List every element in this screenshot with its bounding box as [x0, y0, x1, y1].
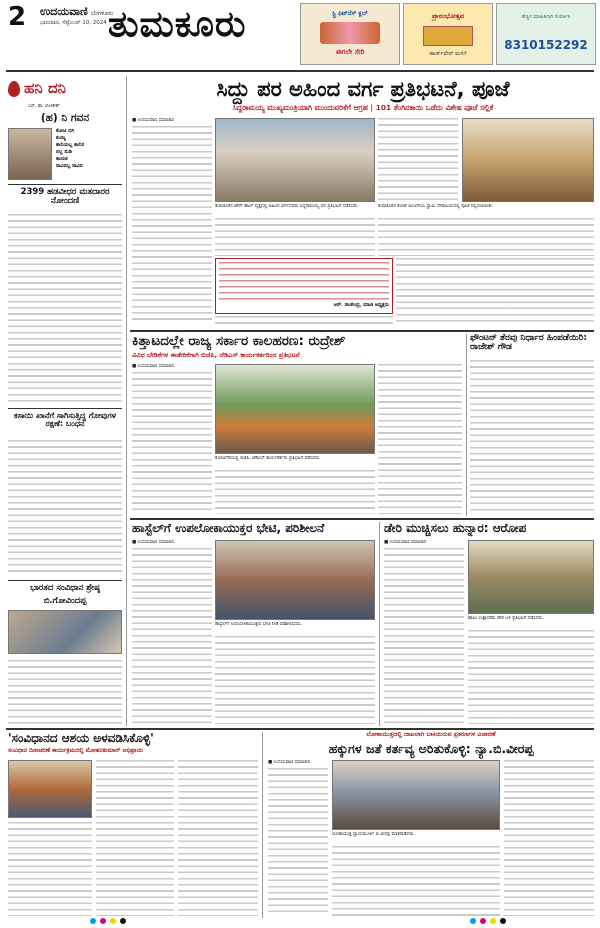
story5-body-col1 — [384, 548, 464, 724]
sidebar-story2-title: ಕಸಾಯಿ ಖಾನೆಗೆ ಸಾಗಿಸುತ್ತಿದ್ದ ಗೋವುಗಳ ರಕ್ಷಣೆ: ಬಂಧನ — [14, 411, 116, 429]
story5-headline: ಡೇರಿ ಮುಚ್ಚಿಸಲು ಹುನ್ನಾರ: ಆರೋಪ — [384, 521, 527, 535]
ad-contact-line1: ಹೆಚ್ಚಿನ ಮಾಹಿತಿಗಾಗಿ ಸಂಪರ್ಕಿಸಿ — [521, 14, 571, 20]
registration-dot-cyan — [470, 918, 476, 924]
paper-title: ಉದಯವಾಣಿ — [40, 5, 88, 18]
sidebar-author: ಎಸ್. ಡಾ. ಲೋಕೇಶ್ — [28, 104, 60, 109]
lead-body-col5 — [396, 258, 594, 324]
section-rule — [130, 330, 594, 332]
story7-headline: ಹಕ್ಕುಗಳ ಜತೆ ಕರ್ತವ್ಯ ಅರಿತುಕೊಳ್ಳಿ: ನ್ಯಾ.ಬಿ.ವೀರಪ್ಪ — [328, 741, 534, 756]
story3-body — [470, 360, 594, 514]
ad-fitness-line2: ಈಗಲೇ ಸೇರಿ — [335, 48, 365, 56]
story2-headline: ಕಿತ್ತಾಟದಲ್ಲೇ ರಾಜ್ಯ ಸರ್ಕಾರ ಕಾಲಹರಣ: ರುದ್ರೇಶ್ — [132, 333, 346, 349]
poem-line: ಕುಯ್ಯಿ — [56, 135, 66, 141]
poem-line: ನಾವಿನಲ್ಲ ನಾವಿನ — [56, 163, 83, 169]
lead-caption-1: ತುಮಕೂರಿನ ಟೌನ್ ಹಾಲ್ ವೃತ್ತದಲ್ಲಿ ಅಹಿಂದ ವರ್ಗದವರು ಸಿದ್ದರಾಮಯ್ಯ ಪರ ಪ್ರತಿಭಟನೆ ನಡೆಸಿದರು. — [215, 204, 360, 209]
story7-photo — [332, 760, 500, 830]
story4-photo — [215, 540, 375, 620]
lead-body-col6 — [215, 316, 393, 326]
column-divider — [262, 732, 263, 918]
sidebar-story3-photo — [8, 610, 122, 654]
lead-quote-box — [215, 258, 393, 314]
section-rule — [6, 728, 594, 730]
story6-body-col1 — [96, 760, 174, 916]
registration-dot-black — [500, 918, 506, 924]
lead-headline: ಸಿದ್ದು ಪರ ಅಹಿಂದ ವರ್ಗ ಪ್ರತಿಭಟನೆ, ಪೂಜೆ — [216, 77, 510, 101]
story4-caption: ಹಾಸ್ಟೆಲ್‌ಗೆ ಉಪಲೋಕಾಯುಕ್ತರು ಭೇಟಿ ನೀಡಿ ಪರಿಶೀಲಿಸಿದರು. — [215, 622, 303, 627]
lead-caption-2: ತುಮಕೂರಿನ ಕೋಟೆ ಆಂಜನೇಯ ಸ್ವಾಮಿ ದೇವಾಲಯದಲ್ಲಿ ಪೂಜೆ ಸಲ್ಲಿಸಲಾಯಿತು. — [378, 204, 494, 209]
sidebar-story1-title: 2399 ಹಡವೀಧರ ಮತದಾರರ ನೋಂದಣಿ — [20, 187, 110, 206]
story6-body-col3 — [178, 760, 258, 916]
sidebar-story3-body — [8, 660, 122, 724]
story7-caption: ಲೋಕಾಯುಕ್ತ ನ್ಯಾಯಮೂರ್ತಿ ಬಿ.ವೀರಪ್ಪ ಮಾತನಾಡಿದರು. — [332, 832, 415, 837]
city-title: ತುಮಕೂರು — [108, 4, 247, 45]
story3-headline: ಫೌಂಟನ್ ತೆರವು ನಿರ್ಧಾರ ಹಿಂಪಡೆಯಿರಿ: ರಾಜೇಶ್ ಗೌಡ — [470, 333, 587, 353]
story6-body-col2 — [8, 822, 92, 916]
story5-caption: ಹಾಲು ಉತ್ಪಾದಕರು ಡೇರಿ ಬಳಿ ಪ್ರತಿಭಟನೆ ನಡೆಸಿದರು. — [468, 616, 544, 621]
story7-body-col2 — [332, 846, 500, 916]
dateline: ಭಾನುವಾರ, ಸೆಪ್ಟೆಂಬರ್ 10, 2024 — [40, 20, 107, 26]
sidebar-rule — [8, 580, 122, 581]
poem-title: (ಹ) ನಿ ಗವನ — [40, 112, 90, 124]
registration-dot-yellow — [110, 918, 116, 924]
poem-line: ನಲ್ಲ ನುಡಿ — [56, 149, 72, 155]
lead-photo-2 — [462, 118, 594, 202]
lead-body-col3 — [378, 118, 458, 202]
edition-label: ಬೆಂಗಳೂರು — [90, 10, 114, 17]
sidebar-rule — [8, 184, 122, 185]
story5-byline: ■ ಉದಯವಾಣಿ ಸಮಾಚಾರ — [384, 540, 426, 545]
lead-photo-1 — [215, 118, 375, 202]
ad-fitness-line1: ಸ್ಟ್ರಿ ಫಿಟ್‌ನೆಸ್ ಕ್ಲಬ್ — [332, 10, 368, 17]
story2-photo — [215, 364, 375, 454]
registration-dot-cyan — [90, 918, 96, 924]
masthead-rule — [6, 70, 594, 72]
story2-byline: ■ ಉದಯವಾಣಿ ಸಮಾಚಾರ — [132, 364, 174, 369]
ad-hardware-line2: ಹಾರ್ಡ್‌ವೇರ್ ಮಳಿಗೆ — [429, 51, 467, 57]
ad-fitness[interactable] — [300, 3, 400, 65]
column-divider — [466, 334, 467, 516]
section-rule — [130, 518, 594, 520]
story7-body-col3 — [504, 760, 594, 916]
registration-dot-magenta — [100, 918, 106, 924]
honey-drop-icon — [8, 81, 20, 97]
story4-body-col1 — [132, 548, 212, 724]
ad-hardware-line1: ಪ್ರಾರಂಭೋತ್ಸವ — [431, 12, 465, 20]
lead-body-col4 — [378, 218, 594, 256]
poem-line: ಕಾಯಕ — [56, 156, 68, 162]
page-number: 2 — [8, 2, 27, 32]
poem-line: ಕೋಟಿ ಬಿಗಿ — [56, 128, 75, 134]
lead-body-col1 — [132, 126, 212, 324]
story5-body-col2 — [468, 630, 594, 724]
lead-subhead: ಸಿದ್ದರಾಮಯ್ಯ ಮುಖ್ಯಮಂತ್ರಿಯಾಗಿ ಮುಂದುವರಿಕೆಗೆ ಆಗ್ರಹ | 101 ತೆಂಗಿನಕಾಯಿ ಒಡೆದು ವಿಶೇಷ ಪೂಜೆ ಸಲ್ಲಿಕೆ — [232, 103, 494, 112]
story2-subhead: ವಿವಿಧ ಬೇಡಿಕೆಗಳ ಈಡೇರಿಕೆಗಾಗಿ ಬಿಜೆಪಿ, ಜೆಡಿಎಸ್ ಕಾರ್ಯಕರ್ತರಿಂದ ಪ್ರತಿಭಟನೆ — [132, 351, 300, 359]
sidebar-story1-body — [8, 214, 122, 402]
ad-fitness-image — [320, 22, 380, 44]
story7-byline: ■ ಉದಯವಾಣಿ ಸಮಾಚಾರ — [268, 760, 310, 765]
poem-line: ಕಾಲಿಯಲ್ಲ ಕಾಲಿನ — [56, 142, 85, 148]
story4-body-col2 — [215, 636, 375, 724]
story2-body-col1 — [132, 372, 212, 514]
column-divider — [126, 76, 127, 726]
quote-attribution: ಆರ್. ರಾಜೇಂದ್ರ, ಮಾಜಿ ಅಧ್ಯಕ್ಷರು — [333, 302, 389, 308]
story2-body-col2 — [215, 470, 375, 514]
story7-body-col1 — [268, 768, 328, 916]
ad-hardware[interactable] — [403, 3, 493, 65]
story2-body-col3 — [378, 364, 462, 514]
sidebar-story3-author: ಬಿ.ಗೋವಿಂದಪ್ಪ — [43, 596, 87, 606]
ad-contact[interactable] — [496, 3, 596, 65]
logo-text: ಹನಿ ದನಿ — [24, 79, 66, 97]
column-divider — [379, 522, 380, 726]
sidebar-story3-title: ಭಾರತದ ಸಂವಿಧಾನ ಶ್ರೇಷ್ಠ — [30, 583, 100, 593]
ad-hardware-image — [423, 26, 473, 46]
lead-body-col2 — [215, 218, 375, 256]
story6-photo — [8, 760, 92, 818]
sidebar-story2-body — [8, 440, 122, 574]
registration-dot-yellow — [490, 918, 496, 924]
ad-contact-phone[interactable]: 8310152292 — [504, 38, 588, 52]
registration-dot-black — [120, 918, 126, 924]
paper-name — [40, 5, 113, 19]
story4-byline: ■ ಉದಯವಾಣಿ ಸಮಾಚಾರ — [132, 540, 174, 545]
lead-byline: ■ ಉದಯವಾಣಿ ಸಮಾಚಾರ — [132, 118, 174, 123]
story7-kicker: ಲೋಕಾಯುಕ್ತದಲ್ಲಿ ದಾಖಲಾಗಿ ಬಾಕಿಯಿರುವ ಪ್ರಕರಣಗಳ ವಿಚಾರಣೆ — [366, 731, 496, 738]
quote-body — [219, 262, 389, 302]
story5-photo — [468, 540, 594, 614]
story6-headline: 'ಸಂವಿಧಾನದ ಆಶಯ ಅಳವಡಿಸಿಕೊಳ್ಳಿ' — [8, 731, 154, 745]
poet-portrait — [8, 128, 52, 180]
poem-lines — [56, 128, 122, 170]
story4-headline: ಹಾಸ್ಟೆಲ್‌ಗೆ ಉಪಲೋಕಾಯುಕ್ತರ ಭೇಟಿ, ಪರಿಶೀಲನೆ — [132, 521, 325, 535]
sidebar-rule — [8, 408, 122, 409]
registration-dot-magenta — [480, 918, 486, 924]
story6-subhead: ಸಂವಿಧಾನ ದಿನಾಚರಣೆ ಕಾರ್ಯಕ್ರಮದಲ್ಲಿ ಮೋಹನಕುಮಾರ್ ಅಭಿಪ್ರಾಯ — [8, 747, 144, 754]
story2-caption: ಕೊರಟಗೆರೆಯಲ್ಲಿ ಬಿಜೆಪಿ, ಜೆಡಿಎಸ್ ಕಾರ್ಯಕರ್ತರು ಪ್ರತಿಭಟನೆ ನಡೆಸಿದರು. — [215, 456, 321, 461]
honey-voice-logo — [6, 78, 124, 102]
